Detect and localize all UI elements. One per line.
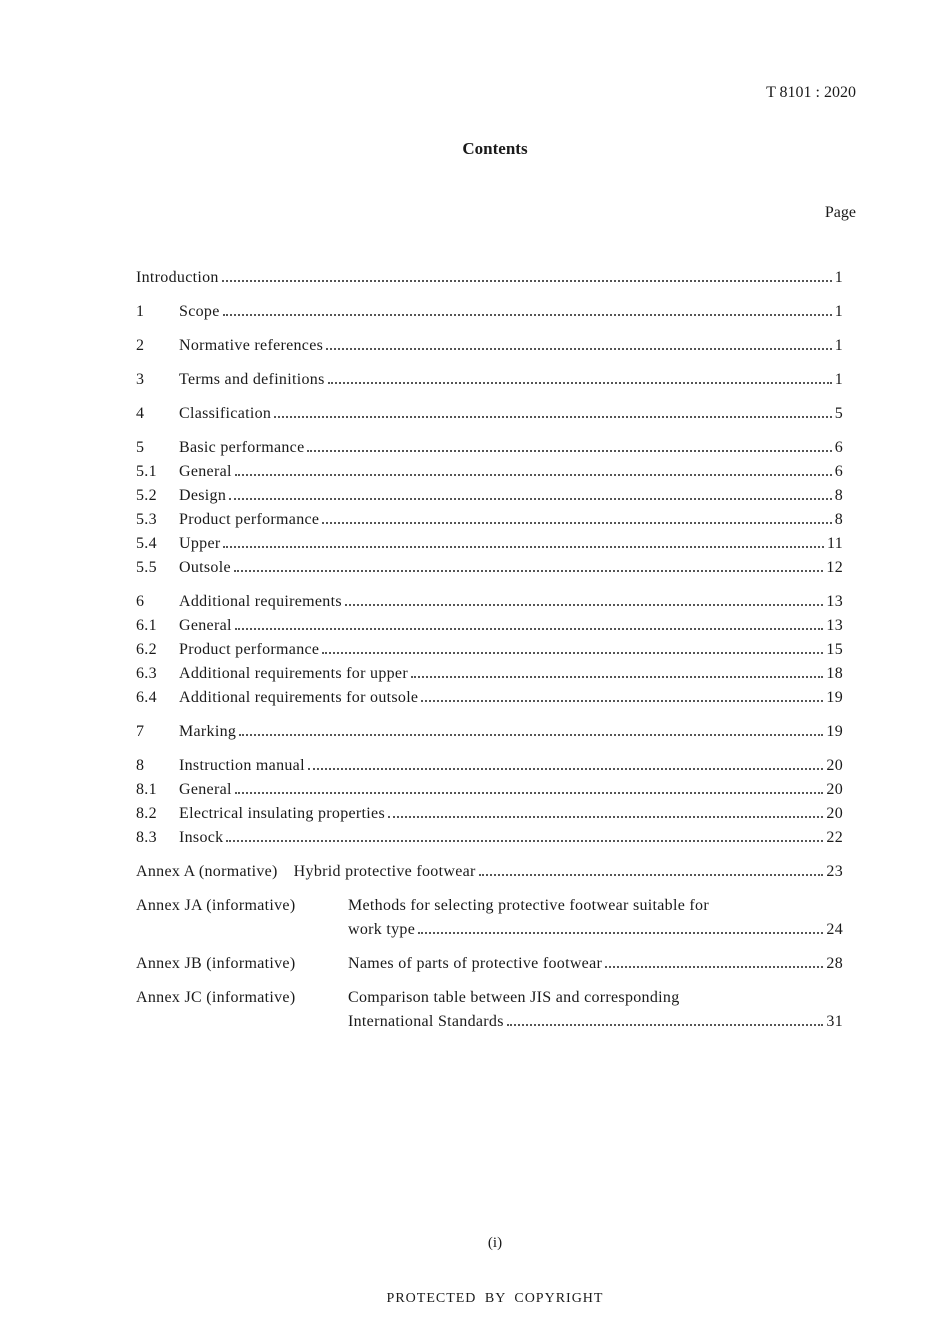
- toc-number: 8.1: [136, 781, 157, 798]
- toc-entry[interactable]: [136, 778, 843, 802]
- toc-label: Scope: [179, 303, 220, 320]
- dot-leader: [307, 450, 831, 452]
- toc-entry-normative-references[interactable]: [136, 334, 843, 358]
- toc-label: General: [179, 617, 232, 634]
- toc-entry-classification[interactable]: [136, 402, 843, 426]
- toc-label: Product performance: [179, 511, 320, 528]
- toc-page: 1: [834, 337, 843, 354]
- toc-page: 1: [834, 269, 843, 286]
- dot-leader: [222, 280, 832, 282]
- toc-entry-scope[interactable]: [136, 300, 843, 324]
- dot-leader: [322, 522, 831, 524]
- annex-title-line: [348, 1010, 843, 1034]
- toc-group-introduction: [136, 266, 843, 290]
- toc-label: Electrical insulating properties: [179, 805, 385, 822]
- annex-title-line: [348, 894, 843, 918]
- toc-entry[interactable]: [136, 532, 843, 556]
- toc-number: 6.4: [136, 689, 157, 706]
- toc-entry-annex-jb[interactable]: [136, 952, 843, 976]
- page-number: (i): [487, 1235, 503, 1251]
- toc-group-5: [136, 436, 843, 580]
- toc-entry-annex-jc[interactable]: [136, 986, 843, 1034]
- toc-label: General: [179, 781, 232, 798]
- toc-group-annex-jb: [136, 952, 843, 976]
- toc-label: Additional requirements for upper: [179, 665, 408, 682]
- toc-label: Classification: [179, 405, 272, 422]
- toc-page: 22: [826, 829, 843, 846]
- toc-page: 12: [826, 559, 843, 576]
- toc-page: 20: [826, 781, 843, 798]
- dot-leader: [235, 792, 824, 794]
- toc-label: Methods for selecting protective footwear suitable for: [348, 897, 709, 914]
- toc-label: Additional requirements: [179, 593, 342, 610]
- toc-entry[interactable]: [136, 436, 843, 460]
- toc-page: 24: [826, 921, 843, 938]
- toc-label: General: [179, 463, 232, 480]
- toc-group-2: [136, 334, 843, 358]
- dot-leader: [328, 382, 832, 384]
- toc-label: Hybrid protective footwear: [293, 863, 476, 880]
- page-column-heading: Page: [824, 204, 856, 221]
- toc-group-annex-a: [136, 860, 843, 884]
- toc-label: Comparison table between JIS and corresponding: [348, 989, 680, 1006]
- dot-leader: [326, 348, 832, 350]
- toc-page: 23: [826, 863, 843, 880]
- toc-number: 8.3: [136, 829, 157, 846]
- toc-group-annex-ja: [136, 894, 843, 942]
- toc-entry-annex-ja[interactable]: [136, 894, 843, 942]
- toc-number: 8: [136, 757, 145, 774]
- dot-leader: [229, 498, 832, 500]
- toc-number: 3: [136, 371, 145, 388]
- toc-label: International Standards: [348, 1013, 504, 1030]
- toc-page: 5: [834, 405, 843, 422]
- annex-title-line: [348, 918, 843, 942]
- dot-leader: [388, 816, 823, 818]
- toc-entry[interactable]: [136, 662, 843, 686]
- dot-leader: [421, 700, 823, 702]
- toc-label: Introduction: [136, 269, 219, 286]
- dot-leader: [345, 604, 824, 606]
- toc-group-4: [136, 402, 843, 426]
- toc-page: 6: [834, 463, 843, 480]
- toc-group-3: [136, 368, 843, 392]
- toc-label: Outsole: [179, 559, 231, 576]
- toc-number: 6: [136, 593, 145, 610]
- toc-number: 5.2: [136, 487, 157, 504]
- toc-label: Normative references: [179, 337, 324, 354]
- toc-entry[interactable]: [136, 686, 843, 710]
- toc-number: 5.1: [136, 463, 157, 480]
- toc-label: Basic performance: [179, 439, 305, 456]
- toc-label: work type: [348, 921, 416, 938]
- toc-page: 15: [826, 641, 843, 658]
- dot-leader: [223, 314, 832, 316]
- toc-label: Additional requirements for outsole: [179, 689, 419, 706]
- toc-label: Terms and definitions: [179, 371, 325, 388]
- toc-page: 6: [834, 439, 843, 456]
- toc-page: 19: [826, 689, 843, 706]
- toc-page: 1: [834, 371, 843, 388]
- annex-title-block: [348, 986, 843, 1034]
- toc-label: Design: [179, 487, 227, 504]
- toc-entry[interactable]: [136, 826, 843, 850]
- page-title: Contents: [462, 139, 528, 158]
- toc-page: 31: [826, 1013, 843, 1030]
- dot-leader: [308, 768, 824, 770]
- toc-entry[interactable]: [136, 614, 843, 638]
- toc-entry[interactable]: [136, 802, 843, 826]
- dot-leader: [223, 546, 824, 548]
- toc-number: 1: [136, 303, 145, 320]
- toc-page: 1: [834, 303, 843, 320]
- toc-label: Insock: [179, 829, 224, 846]
- toc-entry[interactable]: [136, 484, 843, 508]
- dot-leader: [235, 474, 832, 476]
- toc-label: Upper: [179, 535, 221, 552]
- dot-leader: [234, 570, 824, 572]
- dot-leader: [226, 840, 823, 842]
- annex-reference: Annex A (normative): [136, 863, 278, 880]
- toc-number: 5: [136, 439, 145, 456]
- toc-label: Marking: [179, 723, 237, 740]
- dot-leader: [411, 676, 823, 678]
- toc-entry[interactable]: [136, 460, 843, 484]
- dot-leader: [479, 874, 824, 876]
- toc-page: 13: [826, 593, 843, 610]
- toc-number: 8.2: [136, 805, 157, 822]
- toc-group-6: [136, 590, 843, 710]
- toc-page: 20: [826, 805, 843, 822]
- toc-number: 6.2: [136, 641, 157, 658]
- toc-number: 6.3: [136, 665, 157, 682]
- toc-page: 8: [834, 511, 843, 528]
- dot-leader: [605, 966, 823, 968]
- toc-number: 5.4: [136, 535, 157, 552]
- toc-number: 7: [136, 723, 145, 740]
- document-id: T 8101 : 2020: [766, 84, 856, 101]
- table-of-contents: [136, 266, 843, 1044]
- toc-page: 18: [826, 665, 843, 682]
- annex-reference: Annex JB (informative): [136, 955, 296, 972]
- toc-label: Instruction manual: [179, 757, 305, 774]
- toc-number: 5.5: [136, 559, 157, 576]
- toc-label: Names of parts of protective footwear: [348, 955, 603, 972]
- dot-leader: [274, 416, 832, 418]
- toc-page: 19: [826, 723, 843, 740]
- toc-entry[interactable]: [136, 556, 843, 580]
- copyright-notice: PROTECTED BY COPYRIGHT: [386, 1291, 604, 1306]
- toc-group-7: [136, 720, 843, 744]
- dot-leader: [235, 628, 824, 630]
- toc-number: 5.3: [136, 511, 157, 528]
- dot-leader: [239, 734, 823, 736]
- toc-entry[interactable]: [136, 638, 843, 662]
- toc-entry-annex-a[interactable]: [136, 860, 843, 884]
- toc-page: 20: [826, 757, 843, 774]
- toc-group-annex-jc: [136, 986, 843, 1034]
- toc-page: 28: [826, 955, 843, 972]
- toc-entry-introduction[interactable]: [136, 266, 843, 290]
- annex-reference: Annex JA (informative): [136, 897, 296, 914]
- toc-group-8: [136, 754, 843, 850]
- dot-leader: [322, 652, 823, 654]
- toc-entry-terms[interactable]: [136, 368, 843, 392]
- annex-title-line: [348, 952, 843, 976]
- annex-title-block: [348, 952, 843, 976]
- toc-page: 8: [834, 487, 843, 504]
- dot-leader: [418, 932, 823, 934]
- toc-number: 6.1: [136, 617, 157, 634]
- toc-group-1: [136, 300, 843, 324]
- toc-label: Product performance: [179, 641, 320, 658]
- toc-entry[interactable]: [136, 590, 843, 614]
- toc-entry[interactable]: [136, 754, 843, 778]
- toc-number: 4: [136, 405, 145, 422]
- annex-title-block: [348, 894, 843, 942]
- annex-reference: Annex JC (informative): [136, 989, 296, 1006]
- dot-leader: [507, 1024, 824, 1026]
- annex-title-line: [348, 986, 843, 1010]
- toc-page: 11: [826, 535, 843, 552]
- toc-number: 2: [136, 337, 145, 354]
- toc-page: 13: [826, 617, 843, 634]
- toc-entry-marking[interactable]: [136, 720, 843, 744]
- toc-entry[interactable]: [136, 508, 843, 532]
